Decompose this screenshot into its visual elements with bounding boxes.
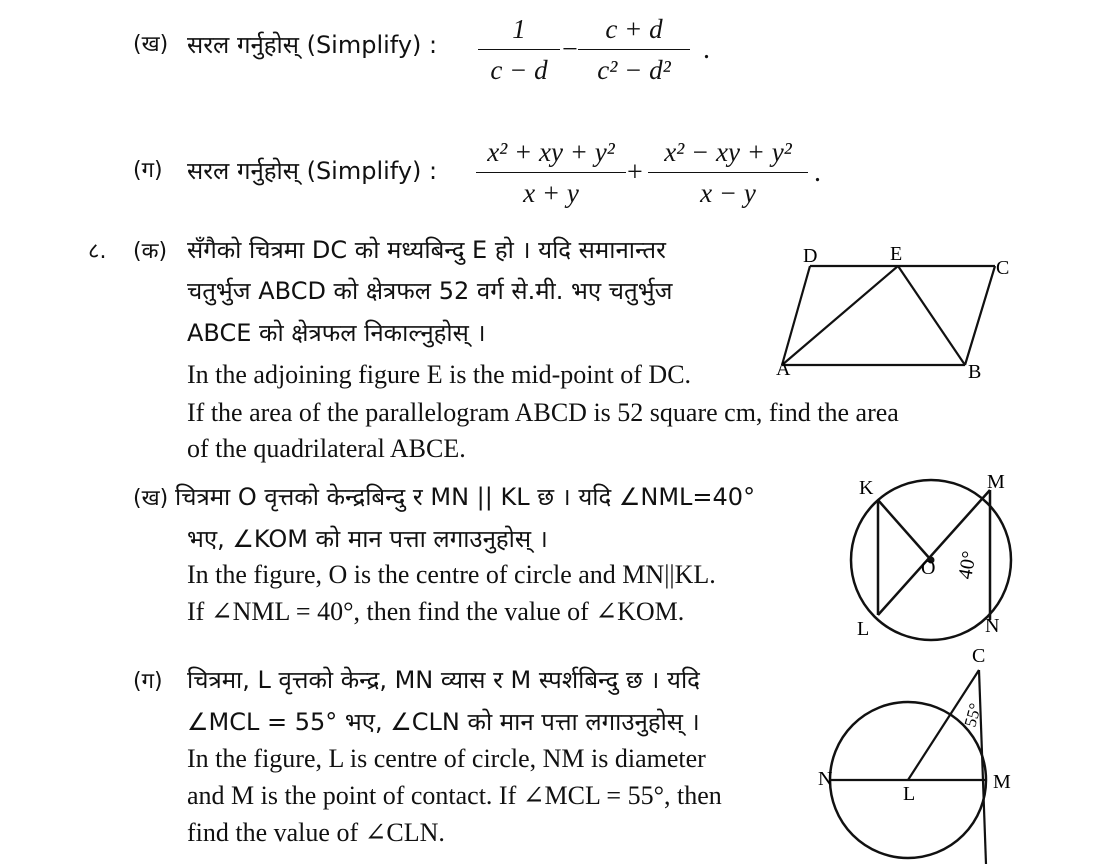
q8-kha-line-1: चित्रमा O वृत्तको केन्द्रबिन्दु र MN || KL छ । यदि ∠NML=40° bbox=[175, 483, 756, 511]
q8-kha-label: (ख) bbox=[133, 486, 169, 511]
q8-kha-line-2: भए, ∠KOM को मान पत्ता लगाउनुहोस् । bbox=[187, 525, 548, 553]
q7-kha-instruction: सरल गर्नुहोस् (Simplify) : bbox=[187, 31, 438, 59]
point-label-m: M bbox=[993, 771, 1011, 793]
center-label-o: O bbox=[921, 557, 936, 579]
q7-ga-frac1-numerator: x² + xy + y² bbox=[487, 137, 615, 167]
q8-ga-line-1: चित्रमा, L वृत्तको केन्द्र, MN व्यास र M स्पर्शबिन्दु छ । यदि bbox=[187, 666, 700, 694]
angle-label-40: 40° bbox=[954, 549, 981, 581]
q8-number: ८. bbox=[88, 239, 107, 264]
point-label-c: C bbox=[972, 645, 986, 667]
q7-kha-operator: − bbox=[562, 34, 578, 65]
vertex-label-d: D bbox=[803, 245, 818, 267]
q7-ga-operator: + bbox=[627, 157, 643, 188]
q7-ga-fraction-1 bbox=[476, 135, 626, 210]
q8-ga-english-3: find the value of ∠CLN. bbox=[187, 818, 445, 847]
parallelogram-figure bbox=[770, 238, 1030, 383]
angle-label-55: 55° bbox=[960, 701, 986, 730]
q8-ka-english-3: of the quadrilateral ABCE. bbox=[187, 434, 466, 463]
q7-ga-frac2-denominator: x − y bbox=[700, 178, 756, 208]
q8-ka-line-1: सँगैको चित्रमा DC को मध्यबिन्दु E हो । यदि समानान्तर bbox=[187, 236, 666, 264]
vertex-label-a: A bbox=[776, 358, 791, 380]
q7-ga-frac1-denominator: x + y bbox=[523, 178, 579, 208]
q7-ga-end: . bbox=[814, 157, 821, 188]
q7-kha-frac2-denominator: c² − d² bbox=[597, 55, 671, 85]
point-label-l: L bbox=[857, 618, 870, 640]
circle-figure-tangent bbox=[815, 640, 1030, 864]
q8-ga-line-2: ∠MCL = 55° भए, ∠CLN को मान पत्ता लगाउनुहोस् । bbox=[187, 708, 700, 736]
circle-figure-kom bbox=[835, 470, 1035, 645]
q8-kha-english-1: In the figure, O is the centre of circle and MN||KL. bbox=[187, 560, 716, 589]
vertex-label-b: B bbox=[968, 361, 982, 383]
vertex-label-e: E bbox=[890, 243, 903, 265]
q7-kha-fraction-2 bbox=[578, 12, 690, 87]
q8-ka-label: (क) bbox=[133, 239, 168, 264]
q8-kha-english-2: If ∠NML = 40°, then find the value of ∠KOM. bbox=[187, 597, 685, 626]
q7-kha-frac1-denominator: c − d bbox=[490, 55, 548, 85]
fraction-bar bbox=[578, 49, 690, 50]
point-label-m: M bbox=[987, 471, 1005, 493]
q8-ka-english-2: If the area of the parallelogram ABCD is 52 square cm, find the area bbox=[187, 398, 899, 427]
point-label-k: K bbox=[859, 477, 874, 499]
q7-kha-frac1-numerator: 1 bbox=[512, 14, 526, 44]
q7-kha-fraction-1 bbox=[478, 12, 560, 87]
q8-ka-line-3: ABCE को क्षेत्रफल निकाल्नुहोस् । bbox=[187, 319, 486, 347]
vertex-label-c: C bbox=[996, 257, 1010, 279]
fraction-bar bbox=[476, 172, 626, 173]
q7-kha-end: . bbox=[703, 34, 710, 65]
q7-kha-label: (ख) bbox=[133, 32, 169, 57]
point-label-n: N bbox=[985, 615, 1000, 637]
q7-ga-instruction: सरल गर्नुहोस् (Simplify) : bbox=[187, 157, 438, 185]
q7-ga-fraction-2 bbox=[648, 135, 808, 210]
fraction-bar bbox=[478, 49, 560, 50]
q8-ga-english-2: and M is the point of contact. If ∠MCL = 55°, then bbox=[187, 781, 722, 810]
fraction-bar bbox=[648, 172, 808, 173]
q8-ga-english-1: In the figure, L is centre of circle, NM is diameter bbox=[187, 744, 706, 773]
q7-ga-frac2-numerator: x² − xy + y² bbox=[664, 137, 792, 167]
q8-ka-line-2: चतुर्भुज ABCD को क्षेत्रफल 52 वर्ग से.मी. भए चतुर्भुज bbox=[187, 277, 673, 305]
q7-ga-label: (ग) bbox=[133, 158, 163, 183]
q8-ga-label: (ग) bbox=[133, 669, 163, 694]
point-label-n: N bbox=[818, 768, 833, 790]
q8-ka-english-1: In the adjoining figure E is the mid-point of DC. bbox=[187, 360, 692, 389]
q7-kha-frac2-numerator: c + d bbox=[605, 14, 663, 44]
point-label-l: L bbox=[903, 783, 916, 805]
